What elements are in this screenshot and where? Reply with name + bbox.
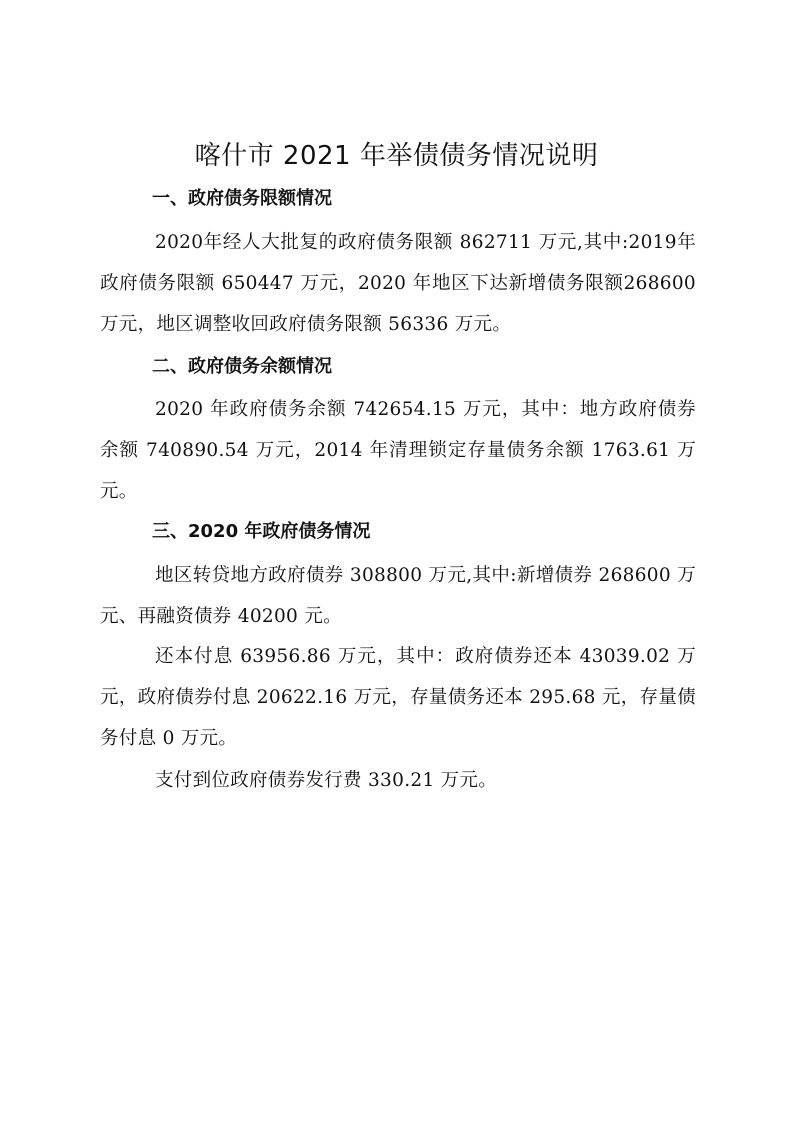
paragraph-bond-transfer: 地区转贷地方政府债券 308800 万元,其中:新增债券 268600 万元、再融资债券 40200 元。 xyxy=(100,565,696,627)
section-heading-2020-debt: 三、2020 年政府债务情况 xyxy=(152,521,371,542)
section-heading-debt-limit: 一、政府债务限额情况 xyxy=(152,188,332,209)
paragraph-principal-interest: 还本付息 63956.86 万元，其中：政府债券还本 43039.02 万元，政府债券付息 20622.16 万元，存量债务还本 295.68 元，存量债务付息 0 万元。 xyxy=(100,646,696,749)
paragraph-debt-limit: 2020年经人大批复的政府债务限额 862711 万元,其中:2019年政府债务限额 650447 万元，2020 年地区下达新增债务限额268600 万元，地区调整收回政府债务限额 56336 万元。 xyxy=(100,232,696,335)
paragraph-issuance-fee: 支付到位政府债券发行费 330.21 万元。 xyxy=(155,770,498,791)
document-title: 喀什市 2021 年举债债务情况说明 xyxy=(194,141,599,171)
section-heading-debt-balance: 二、政府债务余额情况 xyxy=(152,356,332,377)
paragraph-debt-balance: 2020 年政府债务余额 742654.15 万元，其中：地方政府债券余额 740890.54 万元，2014 年清理锁定存量债务余额 1763.61 万元。 xyxy=(100,399,696,502)
